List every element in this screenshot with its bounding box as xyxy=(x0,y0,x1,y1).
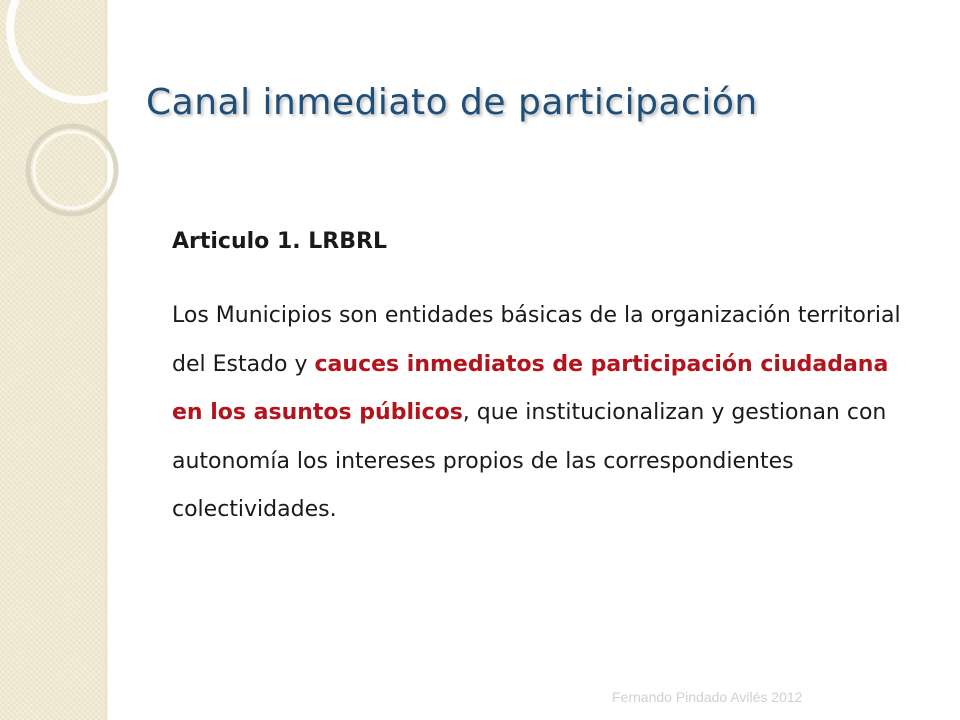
article-text-part-1: Los Municipios son entidades básicas de la organización territorial del Estado y xyxy=(172,303,901,377)
article-heading: Articulo 1. LRBRL xyxy=(172,229,387,254)
article-text-part-2: , que institucionalizan y gestionan con autonomía los intereses propios de las correspondientes colectividades. xyxy=(172,400,887,522)
decorative-ring-large xyxy=(10,0,154,100)
slide-title: Canal inmediato de participación xyxy=(146,82,758,123)
article-text xyxy=(172,292,912,535)
decorative-ring-small xyxy=(28,126,116,214)
decorative-circles xyxy=(0,0,200,260)
decorative-ring-inner xyxy=(34,132,110,208)
footer-credit: Fernando Pindado Avilés 2012 xyxy=(612,689,803,705)
slide-content xyxy=(172,218,912,535)
article-text-highlight: cauces inmediatos de participación ciudadana en los asuntos públicos xyxy=(172,351,889,425)
